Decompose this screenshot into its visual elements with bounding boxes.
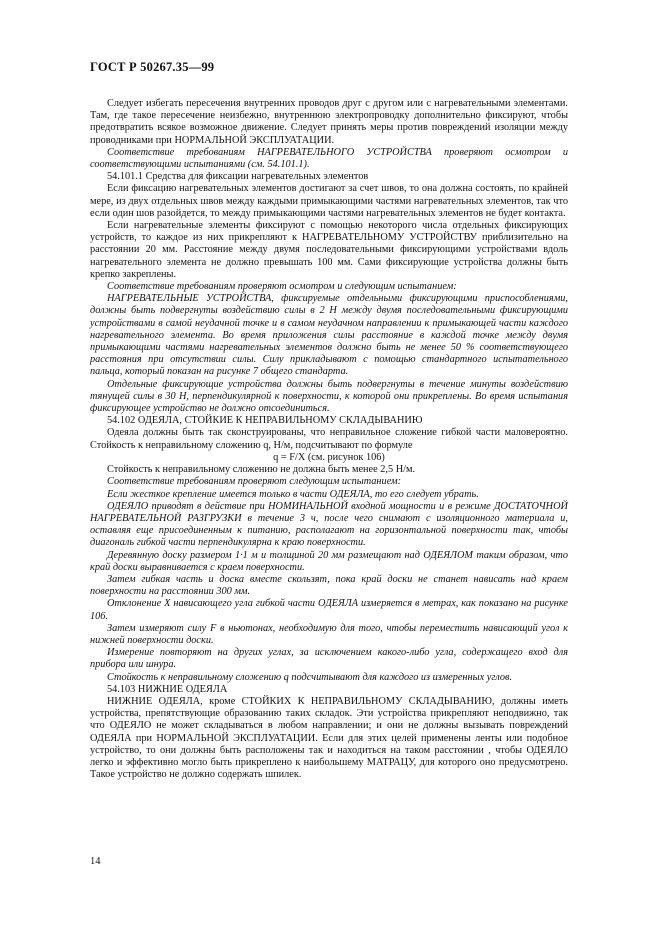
compliance-note: Соответствие требованиям НАГРЕВАТЕЛЬНОГО УСТРОЙСТВА проверяют осмотром и соответствующими испытаниями (см. 54.101.1). xyxy=(90,146,568,171)
page-number: 14 xyxy=(90,856,101,867)
paragraph: Следует избегать пересечения внутренних проводов друг с другом или с нагревательными элементами. Там, где такое пересечение неизбежно, внутреннюю электропроводку дополнительно фиксируют, чтобы предотвратить всякое возможное движение. Следует принять меры против повреждений изоляции между проводниками при НОРМАЛЬНОЙ ЭКСПЛУАТАЦИИ. xyxy=(90,98,568,146)
paragraph: Одеяла должны быть так сконструированы, что неправильное сложение гибкой части маловероятно. Стойкость к неправильному сложению q, Н/м, подсчитывают по формуле xyxy=(90,427,568,451)
test-procedure: ОДЕЯЛО приводят в действие при НОМИНАЛЬНОЙ входной мощности и в режиме ДОСТАТОЧНОЙ НАГРЕВАТЕЛЬНОЙ РАЗГРУЗКИ в течение 3 ч, после чего снимают с изоляционного материала и, оставляя еще присоединенным к питанию, располагают на горизонтальной поверхности так, чтобы диагональ гибкой части перпендикулярна к краю поверхности. xyxy=(90,500,568,549)
test-procedure: Если жесткое крепление имеется только в части ОДЕЯЛА, то его следует убрать. xyxy=(107,488,479,500)
section-heading: 54.102 ОДЕЯЛА, СТОЙКИЕ К НЕПРАВИЛЬНОМУ СКЛАДЫВАНИЮ xyxy=(107,415,423,427)
test-procedure: Стойкость к неправильному сложению q подсчитывают для каждого из измеренных углов. xyxy=(107,671,513,683)
paragraph: Если фиксацию нагревательных элементов достигают за счет швов, то она должна состоять, по крайней мере, из двух отдельных швов между каждыми примыкающими частями нагревательных элементов, так что если один шов разойдется, то между примыкающими частями нагревательных элементов не будет контакта. xyxy=(90,183,568,219)
test-procedure: Измерение повторяют на других углах, за исключением какого-либо угла, содержащего вход для прибора или шнура. xyxy=(90,647,568,671)
test-procedure: НАГРЕВАТЕЛЬНЫЕ УСТРОЙСТВА, фиксируемые отдельными фиксирующими приспособлениями, должны быть подвергнуты воздействию силы в 2 Н между двумя последовательными фиксирующими устройствами в самой неудачной точке и в самом неудачном направлении к примыкающей части каждого нагревательного элемента. Во время приложения силы расстояние в каждой точке между двумя примыкающими частями нагревательных элементов должно быть не менее 50 % соответствующего расстояния при отсутствии силы. Силу прикладывают с помощью стандартного испытательного пальца, который показан на рисунке 7 общего стандарта. xyxy=(90,293,568,378)
test-procedure: Затем измеряют силу F в ньютонах, необходимую для того, чтобы переместить нависающий угол к нижней поверхности доски. xyxy=(90,622,568,646)
section-heading: 54.103 НИЖНИЕ ОДЕЯЛА xyxy=(107,683,228,695)
test-procedure: Затем гибкая часть и доска вместе скользят, пока край доски не станет нависать над краем поверхности на расстоянии 300 мм. xyxy=(90,573,568,598)
document-header: ГОСТ Р 50267.35—99 xyxy=(90,60,215,74)
compliance-note: Соответствие требованиям проверяют следующим испытанием: xyxy=(107,476,402,488)
paragraph: НИЖНИЕ ОДЕЯЛА, кроме СТОЙКИХ К НЕПРАВИЛЬНОМУ СКЛАДЫВАНИЮ, должны иметь устройства, препятствующие образованию таких складок. Эти устройства прикрепляют неподвижно, так что ОДЕЯЛО не может складываться в любом направлении; и они не должны вызывать повреждений ОДЕЯЛА при НОРМАЛЬНОЙ ЭКСПЛУАТАЦИИ. Если для этих целей применены ленты или подобное устройство, то они должны быть расположены так и находиться на таком расстоянии , чтобы ОДЕЯЛО легко и эффективно могло быть прикреплено к наибольшему МАТРАЦУ, для которого оно предусмотрено. Такое устройство не должно содержать шпилек. xyxy=(90,695,568,781)
compliance-note: Соответствие требованиям проверяют осмотром и следующим испытанием: xyxy=(107,281,457,293)
test-procedure: Отдельные фиксирующие устройства должны быть подвергнуты в течение минуты воздействию тянущей силы в 30 Н, перпендикулярной к поверхности, к которой они прикреплены. Во время испытания фиксирующее устройство не должно отсоединиться. xyxy=(90,378,568,415)
formula: q = F/X (см. рисунок 106) xyxy=(273,451,385,463)
paragraph: Если нагревательные элементы фиксируют с помощью некоторого числа отдельных фиксирующих устройств, то каждое из них прикрепляют к НАГРЕВАТЕЛЬНОМУ УСТРОЙСТВУ приблизительно на расстоянии 20 мм. Расстояние между двумя последовательными фиксирующими устройствами вдоль нагревательного элемента не должно превышать 100 мм. Сами фиксирующие устройства должны быть крепко закреплены. xyxy=(90,220,568,280)
subsection-heading: 54.101.1 Средства для фиксации нагревательных элементов xyxy=(107,171,369,183)
document-body xyxy=(90,98,568,781)
test-procedure: Отклонение X нависающего угла гибкой части ОДЕЯЛА измеряется в метрах, как показано на рисунке 106. xyxy=(90,598,568,622)
test-procedure: Деревянную доску размером 1·1 м и толщиной 20 мм размещают над ОДЕЯЛОМ таким образом, что край доски выравнивается с краем поверхности. xyxy=(90,549,568,573)
paragraph: Стойкость к неправильному сложению не должна быть менее 2,5 Н/м. xyxy=(107,464,416,476)
